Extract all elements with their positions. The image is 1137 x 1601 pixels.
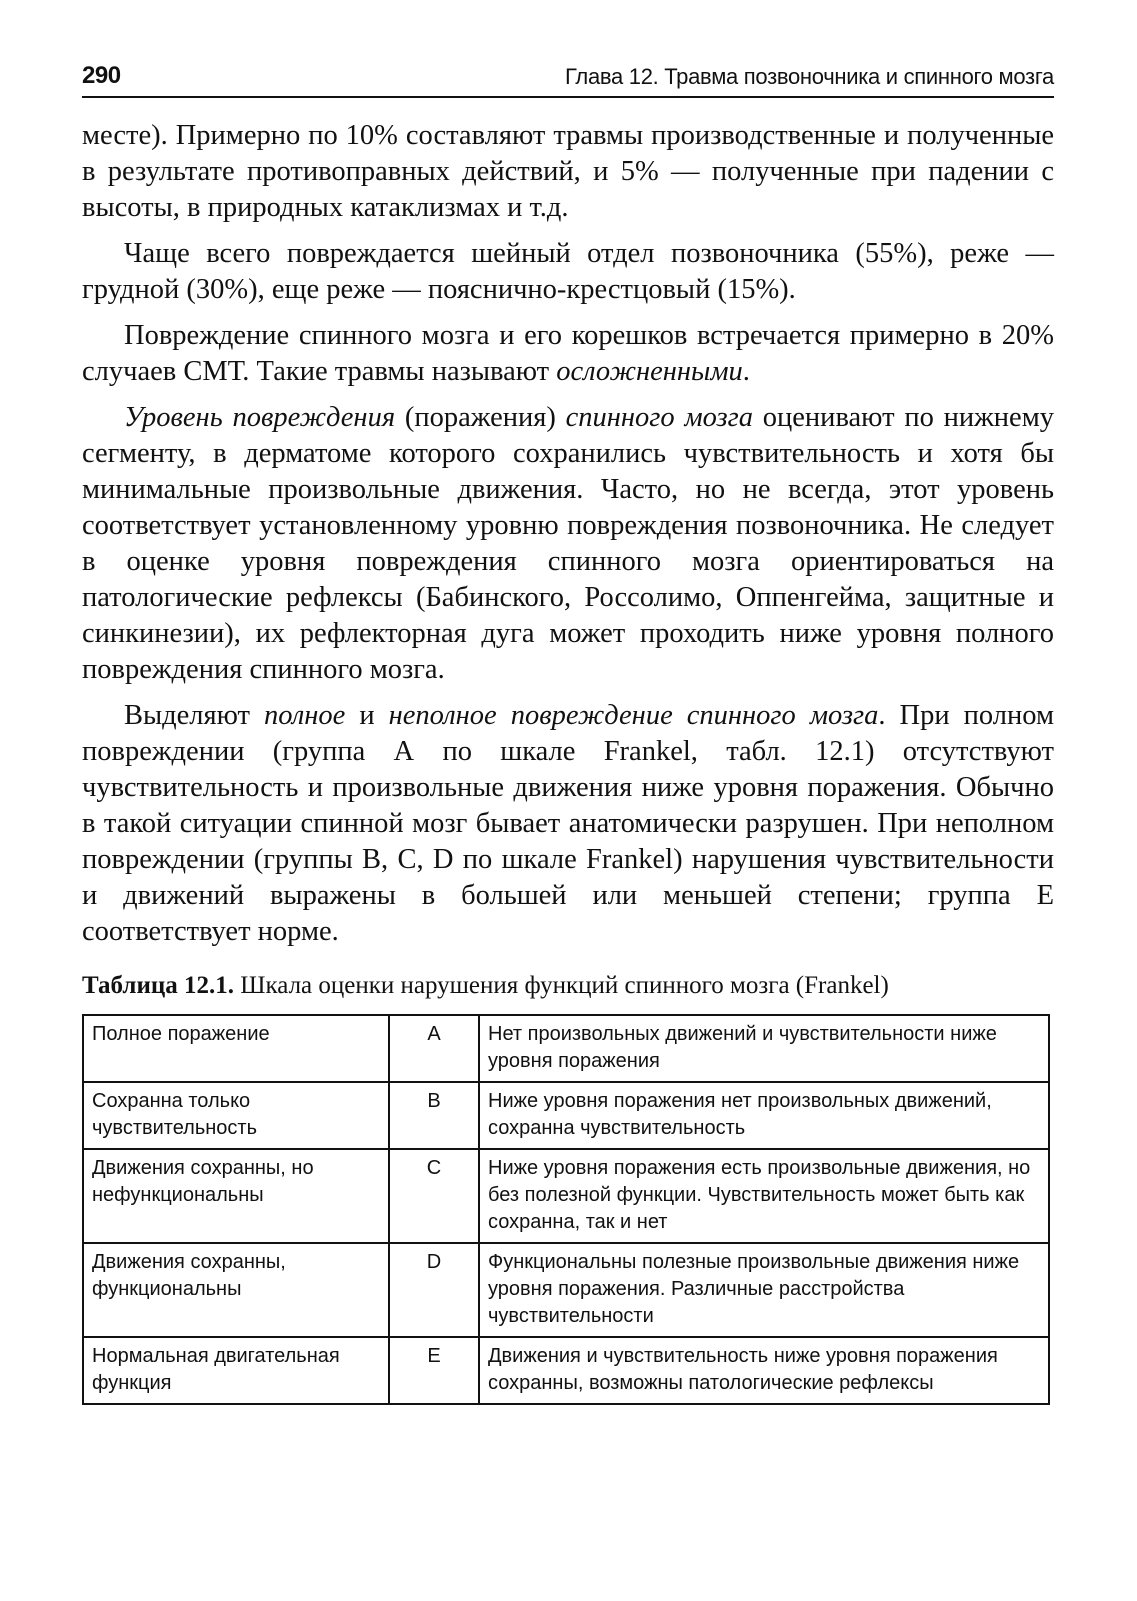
description-cell: Ниже уровня поражения есть произвольные движения, но без полезной функции. Чувствительность может быть как сохранна, так и нет [479, 1149, 1049, 1243]
text-run: оценивают по нижнему сегменту, в дерматоме которого сохранились чувствительность и хотя бы минимальные произвольные движения. Часто, но не всегда, этот уровень соответствует установленному уровню повреждения позвоночника. Не следует в оценке уровня повреждения спинного мозга ориентироваться на патологические рефлексы (Бабинского, Россолимо, Оппенгейма, защитные и синкинезии), их рефлекторная дуга может проходить ниже уровня полного повреждения спинного мозга. [82, 402, 1054, 685]
grade-cell: С [389, 1149, 479, 1243]
paragraph-2 [82, 236, 1054, 308]
italic-term: осложненными [556, 356, 743, 387]
text-run: . При полном повреждении (группа А по шкале Frankel, табл. 12.1) отсутствуют чувствительность и произвольные движения ниже уровня поражения. Обычно в такой ситуации спинной мозг бывает анатомически разрушен. При неполном повреждении (группы В, С, D по шкале Frankel) нарушения чувствительности и движений выражены в большей или меньшей степени; группа Е соответствует норме. [82, 700, 1054, 947]
state-cell: Полное поражение [83, 1015, 389, 1082]
table-row [83, 1015, 1049, 1082]
page-header [82, 60, 1054, 98]
grade-cell: Е [389, 1337, 479, 1404]
grade-cell: А [389, 1015, 479, 1082]
state-cell: Движения сохранны, функциональны [83, 1243, 389, 1337]
italic-term: полное [264, 700, 346, 731]
table-row [83, 1082, 1049, 1149]
table-caption-label: Таблица 12.1. [82, 972, 235, 999]
table-caption [82, 970, 1054, 1002]
text-run: Повреждение спинного мозга и его корешков встречается примерно в 20% случаев СМТ. Такие травмы называют [82, 320, 1054, 387]
italic-term: неполное повреждение спинного мозга [388, 700, 879, 731]
table-row [83, 1243, 1049, 1337]
frankel-table-body [83, 1015, 1049, 1404]
text-run: Чаще всего повреждается шейный отдел позвоночника (55%), реже — грудной (30%), еще реже — пояснично-крестцовый (15%). [82, 238, 1054, 305]
italic-term: Уровень повреждения [124, 402, 396, 433]
description-cell: Функциональны полезные произвольные движения ниже уровня поражения. Различные расстройства чувствительности [479, 1243, 1049, 1337]
text-run: . [742, 356, 750, 387]
paragraph-5 [82, 698, 1054, 950]
state-cell: Нормальная двигательная функция [83, 1337, 389, 1404]
table-caption-text: Шкала оценки нарушения функций спинного мозга (Frankel) [234, 972, 889, 999]
page-number: 290 [82, 62, 121, 89]
description-cell: Ниже уровня поражения нет произвольных движений, сохранна чувствительность [479, 1082, 1049, 1149]
text-run: и [345, 700, 389, 731]
description-cell: Движения и чувствительность ниже уровня поражения сохранны, возможны патологические рефлексы [479, 1337, 1049, 1404]
paragraph-3 [82, 318, 1054, 390]
italic-term: спинного мозга [565, 402, 753, 433]
description-cell: Нет произвольных движений и чувствительности ниже уровня поражения [479, 1015, 1049, 1082]
grade-cell: D [389, 1243, 479, 1337]
table-row [83, 1337, 1049, 1404]
body-text [82, 118, 1054, 960]
text-run: месте). Примерно по 10% составляют травмы производственные и полученные в результате противоправных действий, и 5% — полученные при падении с высоты, в природных катаклизмах и т.д. [82, 120, 1054, 223]
paragraph-4 [82, 400, 1054, 688]
text-run: Выделяют [124, 700, 265, 731]
grade-cell: В [389, 1082, 479, 1149]
frankel-table [82, 1014, 1050, 1405]
table-row [83, 1149, 1049, 1243]
state-cell: Сохранна только чувствительность [83, 1082, 389, 1149]
running-title: Глава 12. Травма позвоночника и спинного мозга [565, 64, 1054, 89]
state-cell: Движения сохранны, но нефункциональны [83, 1149, 389, 1243]
text-run: (поражения) [395, 402, 566, 433]
paragraph-1 [82, 118, 1054, 226]
